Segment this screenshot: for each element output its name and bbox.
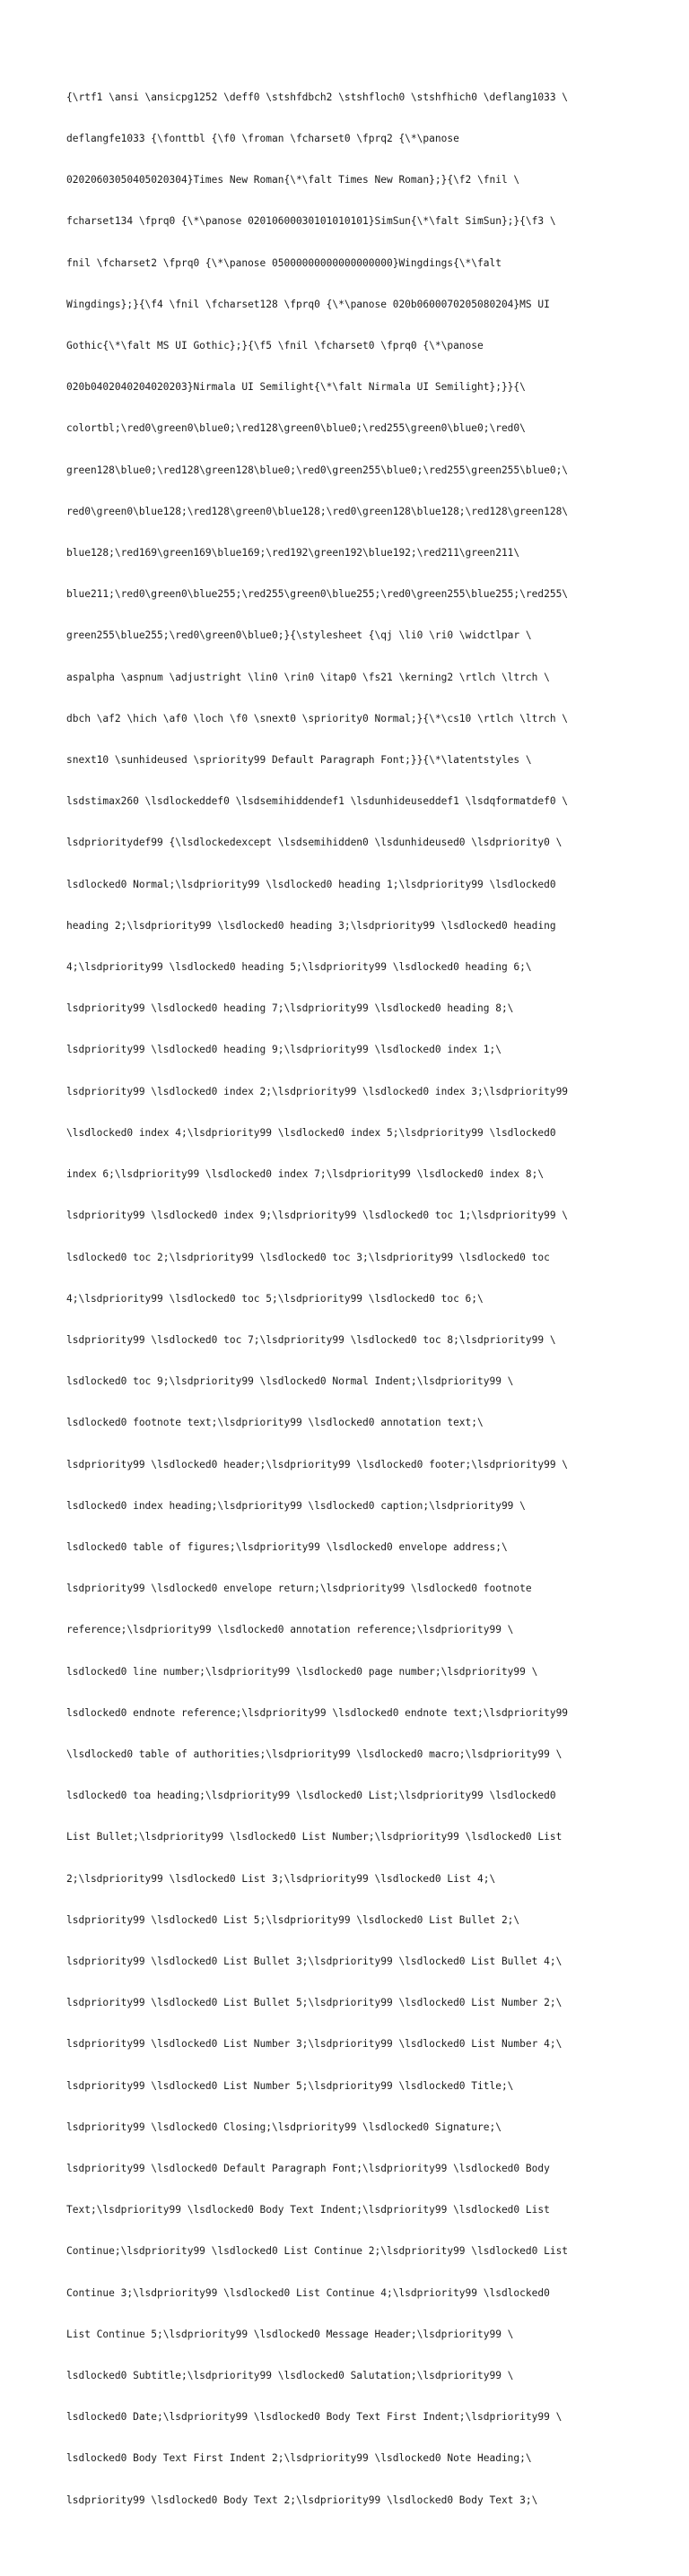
text-line: List Bullet;\lsdpriority99 \lsdlocked0 List Number;\lsdpriority99 \lsdlocked0 List bbox=[66, 1831, 563, 1843]
rtf-source-text bbox=[66, 63, 641, 2576]
text-line: blue128;\red169\green169\blue169;\red192\green192\blue192;\red211\green211\ bbox=[66, 547, 520, 559]
text-line: 2;\lsdpriority99 \lsdlocked0 List 3;\lsdpriority99 \lsdlocked0 List 4;\ bbox=[66, 1872, 496, 1885]
text-line: Text;\lsdpriority99 \lsdlocked0 Body Text Indent;\lsdpriority99 \lsdlocked0 List bbox=[66, 2204, 550, 2216]
text-line: \lsdlocked0 table of authorities;\lsdpriority99 \lsdlocked0 macro;\lsdpriority99 \ bbox=[66, 1748, 563, 1760]
text-line: lsdlocked0 Body Text First Indent 2;\lsdpriority99 \lsdlocked0 Note Heading;\ bbox=[66, 2452, 532, 2465]
text-line: lsdlocked0 endnote reference;\lsdpriority99 \lsdlocked0 endnote text;\lsdpriority99 bbox=[66, 1706, 569, 1719]
text-line: deflangfe1033 {\fonttbl {\f0 \froman \fcharset0 \fprq2 {\*\panose bbox=[66, 133, 459, 145]
text-line: blue211;\red0\green0\blue255;\red255\green0\blue255;\red0\green255\blue255;\red255\ bbox=[66, 588, 569, 601]
text-line: lsdpriority99 \lsdlocked0 toc 7;\lsdpriority99 \lsdlocked0 toc 8;\lsdpriority99 \ bbox=[66, 1333, 556, 1346]
text-line: lsdlocked0 Date;\lsdpriority99 \lsdlocked0 Body Text First Indent;\lsdpriority99 \ bbox=[66, 2411, 563, 2424]
text-line: lsdlocked0 table of figures;\lsdpriority99 \lsdlocked0 envelope address;\ bbox=[66, 1540, 508, 1553]
text-line: lsdpriority99 \lsdlocked0 heading 9;\lsdpriority99 \lsdlocked0 index 1;\ bbox=[66, 1044, 501, 1056]
text-line: lsdprioritydef99 {\lsdlockedexcept \lsdsemihidden0 \lsdunhideused0 \lsdpriority0 \ bbox=[66, 837, 563, 849]
text-line bbox=[66, 2535, 641, 2548]
text-line: red0\green0\blue128;\red128\green0\blue128;\red0\green128\blue128;\red128\green128\ bbox=[66, 505, 569, 517]
text-line: lsdpriority99 \lsdlocked0 List Bullet 3;\lsdpriority99 \lsdlocked0 List Bullet 4;\ bbox=[66, 1955, 563, 1967]
text-line: lsdlocked0 footnote text;\lsdpriority99 \lsdlocked0 annotation text;\ bbox=[66, 1417, 484, 1429]
text-line: lsdpriority99 \lsdlocked0 header;\lsdpriority99 \lsdlocked0 footer;\lsdpriority99 \ bbox=[66, 1458, 569, 1470]
text-line: lsdpriority99 \lsdlocked0 index 9;\lsdpriority99 \lsdlocked0 toc 1;\lsdpriority99 \ bbox=[66, 1210, 569, 1222]
text-line: lsdlocked0 index heading;\lsdpriority99 \lsdlocked0 caption;\lsdpriority99 \ bbox=[66, 1499, 526, 1512]
text-line: lsdpriority99 \lsdlocked0 List 5;\lsdpriority99 \lsdlocked0 List Bullet 2;\ bbox=[66, 1913, 520, 1926]
text-line: 02020603050405020304}Times New Roman{\*\falt Times New Roman};}{\f2 \fnil \ bbox=[66, 174, 520, 186]
text-line: lsdpriority99 \lsdlocked0 List Number 3;\lsdpriority99 \lsdlocked0 List Number 4;\ bbox=[66, 2038, 563, 2051]
text-line: 4;\lsdpriority99 \lsdlocked0 heading 5;\lsdpriority99 \lsdlocked0 heading 6;\ bbox=[66, 961, 532, 974]
text-line: heading 2;\lsdpriority99 \lsdlocked0 heading 3;\lsdpriority99 \lsdlocked0 heading bbox=[66, 919, 556, 932]
text-line: lsdlocked0 line number;\lsdpriority99 \lsdlocked0 page number;\lsdpriority99 \ bbox=[66, 1665, 538, 1678]
text-line: lsdpriority99 \lsdlocked0 Body Text 2;\lsdpriority99 \lsdlocked0 Body Text 3;\ bbox=[66, 2494, 538, 2506]
text-line: \lsdlocked0 index 4;\lsdpriority99 \lsdlocked0 index 5;\lsdpriority99 \lsdlocked0 bbox=[66, 1126, 556, 1139]
text-line: lsdlocked0 Normal;\lsdpriority99 \lsdlocked0 heading 1;\lsdpriority99 \lsdlocked0 bbox=[66, 878, 556, 890]
text-line: colortbl;\red0\green0\blue0;\red128\green0\blue0;\red255\green0\blue0;\red0\ bbox=[66, 422, 526, 435]
text-line: lsdlocked0 toa heading;\lsdpriority99 \lsdlocked0 List;\lsdpriority99 \lsdlocked0 bbox=[66, 1790, 556, 1802]
text-line: lsdlocked0 Subtitle;\lsdpriority99 \lsdlocked0 Salutation;\lsdpriority99 \ bbox=[66, 2369, 514, 2381]
text-line: fnil \fcharset2 \fprq0 {\*\panose 05000000000000000000}Wingdings{\*\falt bbox=[66, 256, 501, 269]
text-line: lsdpriority99 \lsdlocked0 List Number 5;\lsdpriority99 \lsdlocked0 Title;\ bbox=[66, 2079, 514, 2092]
text-line: lsdpriority99 \lsdlocked0 envelope return;\lsdpriority99 \lsdlocked0 footnote bbox=[66, 1583, 532, 1595]
text-line: lsdstimax260 \lsdlockeddef0 \lsdsemihiddendef1 \lsdunhideuseddef1 \lsdqformatdef0 \ bbox=[66, 795, 569, 808]
text-line: Continue;\lsdpriority99 \lsdlocked0 List Continue 2;\lsdpriority99 \lsdlocked0 List bbox=[66, 2245, 569, 2258]
text-line: 4;\lsdpriority99 \lsdlocked0 toc 5;\lsdpriority99 \lsdlocked0 toc 6;\ bbox=[66, 1292, 484, 1305]
text-line: dbch \af2 \hich \af0 \loch \f0 \snext0 \spriority0 Normal;}{\*\cs10 \rtlch \ltrch \ bbox=[66, 712, 569, 724]
text-line: {\rtf1 \ansi \ansicpg1252 \deff0 \stshfdbch2 \stshfloch0 \stshfhich0 \deflang1033 \ bbox=[66, 91, 569, 103]
text-line: lsdlocked0 toc 2;\lsdpriority99 \lsdlocked0 toc 3;\lsdpriority99 \lsdlocked0 toc bbox=[66, 1251, 550, 1263]
text-line: List Continue 5;\lsdpriority99 \lsdlocked0 Message Header;\lsdpriority99 \ bbox=[66, 2328, 514, 2340]
text-line: lsdpriority99 \lsdlocked0 Closing;\lsdpriority99 \lsdlocked0 Signature;\ bbox=[66, 2121, 501, 2133]
text-line: index 6;\lsdpriority99 \lsdlocked0 index 7;\lsdpriority99 \lsdlocked0 index 8;\ bbox=[66, 1168, 545, 1181]
text-line: reference;\lsdpriority99 \lsdlocked0 annotation reference;\lsdpriority99 \ bbox=[66, 1624, 514, 1636]
text-line: lsdpriority99 \lsdlocked0 Default Paragraph Font;\lsdpriority99 \lsdlocked0 Body bbox=[66, 2162, 550, 2174]
text-line: snext10 \sunhideused \spriority99 Default Paragraph Font;}}{\*\latentstyles \ bbox=[66, 754, 532, 767]
text-line: Continue 3;\lsdpriority99 \lsdlocked0 List Continue 4;\lsdpriority99 \lsdlocked0 bbox=[66, 2286, 550, 2299]
text-line: lsdlocked0 toc 9;\lsdpriority99 \lsdlocked0 Normal Indent;\lsdpriority99 \ bbox=[66, 1375, 514, 1388]
text-line: Gothic{\*\falt MS UI Gothic};}{\f5 \fnil \fcharset0 \fprq0 {\*\panose bbox=[66, 340, 484, 352]
text-line: aspalpha \aspnum \adjustright \lin0 \rin0 \itap0 \fs21 \kerning2 \rtlch \ltrch \ bbox=[66, 671, 550, 683]
text-line: lsdpriority99 \lsdlocked0 heading 7;\lsdpriority99 \lsdlocked0 heading 8;\ bbox=[66, 1002, 514, 1015]
text-line: fcharset134 \fprq0 {\*\panose 02010600030101010101}SimSun{\*\falt SimSun};}{\f3 \ bbox=[66, 215, 556, 228]
text-line: 020b0402040204020203}Nirmala UI Semilight{\*\falt Nirmala UI Semilight};}}{\ bbox=[66, 381, 526, 394]
text-line: Wingdings};}{\f4 \fnil \fcharset128 \fprq0 {\*\panose 020b0600070205080204}MS UI bbox=[66, 298, 550, 310]
text-line: green255\blue255;\red0\green0\blue0;}{\stylesheet {\qj \li0 \ri0 \widctlpar \ bbox=[66, 629, 532, 642]
text-line: lsdpriority99 \lsdlocked0 index 2;\lsdpriority99 \lsdlocked0 index 3;\lsdpriority99 bbox=[66, 1085, 569, 1097]
text-line: green128\blue0;\red128\green128\blue0;\red0\green255\blue0;\red255\green255\blue0;\ bbox=[66, 464, 569, 476]
text-line: lsdpriority99 \lsdlocked0 List Bullet 5;\lsdpriority99 \lsdlocked0 List Number 2;\ bbox=[66, 1997, 563, 2009]
